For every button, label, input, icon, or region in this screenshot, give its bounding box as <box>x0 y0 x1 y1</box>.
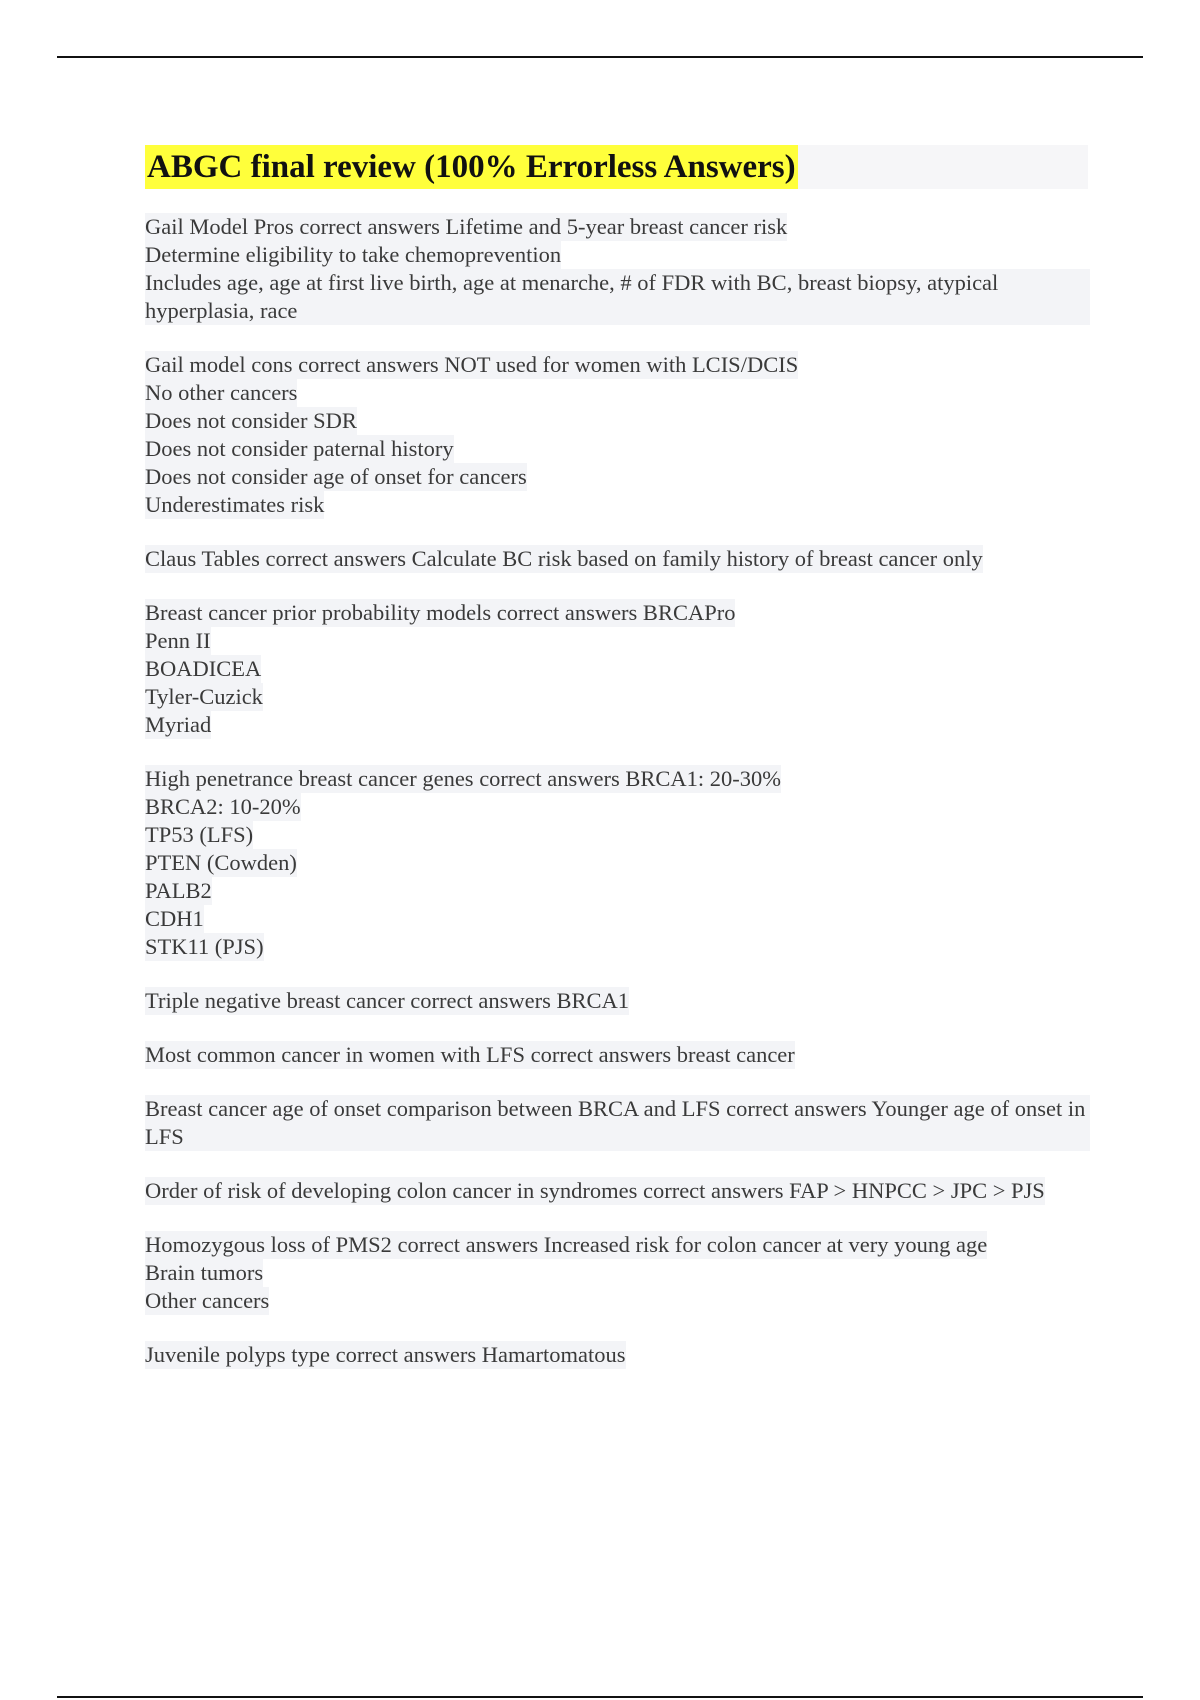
qa-entry-gail-pros <box>145 213 1090 325</box>
entry-line: Does not consider SDR <box>145 408 357 433</box>
entry-line: Myriad <box>145 712 212 737</box>
bottom-rule <box>57 1696 1143 1698</box>
qa-entry-prior-probability-models <box>145 599 1090 739</box>
entry-line: No other cancers <box>145 380 298 405</box>
entry-line: PTEN (Cowden) <box>145 850 297 875</box>
entry-line: Most common cancer in women with LFS correct answers breast cancer <box>145 1042 795 1067</box>
entry-line: BRCA2: 10-20% <box>145 794 301 819</box>
entry-line: Does not consider paternal history <box>145 436 454 461</box>
entry-line: Breast cancer prior probability models correct answers BRCAPro <box>145 600 736 625</box>
entry-line: Triple negative breast cancer correct answers BRCA1 <box>145 988 630 1013</box>
qa-entry-pms2-loss <box>145 1231 1090 1315</box>
entry-line: TP53 (LFS) <box>145 822 254 847</box>
entry-line: Order of risk of developing colon cancer in syndromes correct answers FAP > HNPCC > JPC > PJS <box>145 1178 1045 1203</box>
qa-entry-gail-cons <box>145 351 1090 519</box>
title-band <box>145 145 1088 189</box>
entry-line: Underestimates risk <box>145 492 325 517</box>
entry-line: Includes age, age at first live birth, age at menarche, # of FDR with BC, breast biopsy, atypical hyperplasia, race <box>145 269 1090 325</box>
entry-line: Does not consider age of onset for cancers <box>145 464 527 489</box>
qa-entry-claus-tables <box>145 545 1090 573</box>
entry-line: Claus Tables correct answers Calculate BC risk based on family history of breast cancer only <box>145 546 983 571</box>
entry-line: Other cancers <box>145 1288 270 1313</box>
entry-line: PALB2 <box>145 878 212 903</box>
top-rule <box>57 56 1143 58</box>
entry-line: Gail Model Pros correct answers Lifetime and 5-year breast cancer risk <box>145 214 788 239</box>
qa-entry-lfs-common-cancer <box>145 1041 1090 1069</box>
entry-line: CDH1 <box>145 906 204 931</box>
qa-entry-high-penetrance-genes <box>145 765 1090 961</box>
entry-line: STK11 (PJS) <box>145 934 264 959</box>
entry-line: Brain tumors <box>145 1260 264 1285</box>
document-title: ABGC final review (100% Errorless Answers) <box>145 145 798 189</box>
entry-line: High penetrance breast cancer genes correct answers BRCA1: 20-30% <box>145 766 781 791</box>
entry-line: Tyler-Cuzick <box>145 684 263 709</box>
entry-line: Homozygous loss of PMS2 correct answers Increased risk for colon cancer at very young age <box>145 1232 988 1257</box>
qa-entry-colon-cancer-risk-order <box>145 1177 1090 1205</box>
entry-line: BOADICEA <box>145 656 262 681</box>
qa-entry-juvenile-polyps <box>145 1341 1090 1369</box>
entry-line: Determine eligibility to take chemoprevention <box>145 242 562 267</box>
qa-entry-age-of-onset <box>145 1095 1090 1151</box>
entry-line: Gail model cons correct answers NOT used for women with LCIS/DCIS <box>145 352 799 377</box>
entry-line: Penn II <box>145 628 211 653</box>
qa-entry-triple-negative <box>145 987 1090 1015</box>
entry-line: Breast cancer age of onset comparison between BRCA and LFS correct answers Younger age of onset in LFS <box>145 1095 1090 1151</box>
document-body <box>145 145 1090 1395</box>
entry-line: Juvenile polyps type correct answers Hamartomatous <box>145 1342 626 1367</box>
